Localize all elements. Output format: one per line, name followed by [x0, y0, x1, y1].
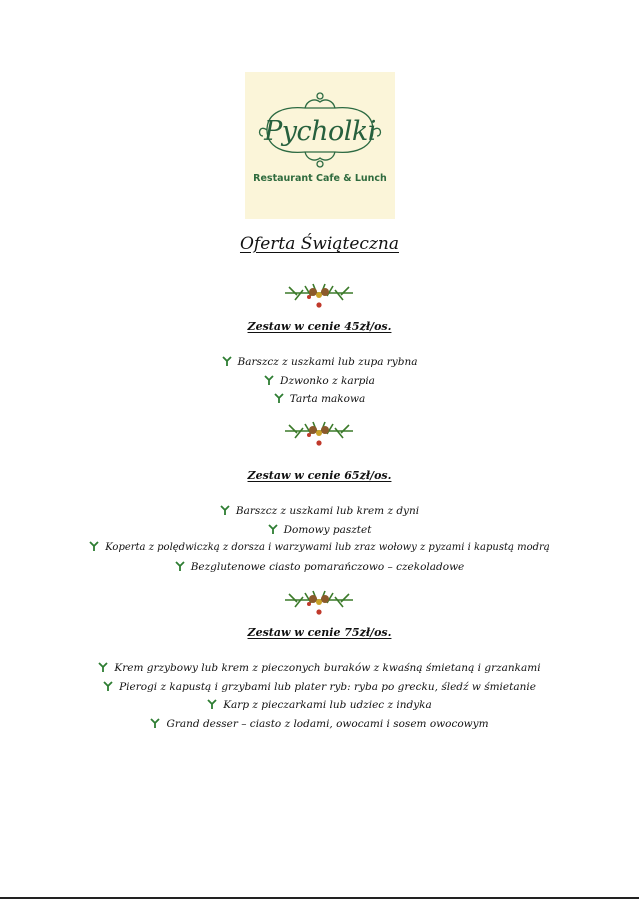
menu-item: [0, 521, 639, 540]
menu-item: [0, 659, 639, 678]
set-heading: Zestaw w cenie 45zł/os.: [247, 320, 392, 333]
leaf-sprig-icon: [222, 356, 232, 366]
menu-item-text: Karp z pieczarkami lub udziec z indyka: [223, 699, 432, 711]
set-heading: Zestaw w cenie 75zł/os.: [247, 626, 392, 639]
leaf-sprig-icon: [98, 662, 108, 672]
menu-item: [0, 372, 639, 391]
menu-list: [0, 502, 639, 576]
menu-item-text: Barszcz z uszkami lub zupa rybna: [237, 356, 418, 368]
logo-tagline: Restaurant Cafe & Lunch: [253, 173, 387, 184]
menu-list: [0, 353, 639, 409]
page-title: Oferta Świąteczna: [239, 234, 399, 254]
menu-item-text: Pierogi z kapustą i grzybami lub plater ryb: ryba po grecku, śledź w śmietanie: [119, 680, 536, 693]
menu-item: [0, 539, 639, 558]
leaf-sprig-icon: [207, 699, 217, 709]
menu-item: [0, 715, 639, 734]
set-heading: Zestaw w cenie 65zł/os.: [247, 469, 392, 482]
logo-name: Pycholki: [264, 116, 376, 147]
menu-item: [0, 390, 639, 409]
menu-item-text: Grand desser – ciasto z lodami, owocami i sosem owocowym: [166, 717, 489, 730]
menu-item-text: Tarta makowa: [289, 393, 366, 405]
christmas-garland-icon: [283, 414, 355, 448]
leaf-sprig-icon: [264, 375, 274, 385]
menu-item: [0, 353, 639, 372]
menu-item-text: Krem grzybowy lub krem z pieczonych buraków z kwaśną śmietaną i grzankami: [114, 662, 541, 674]
menu-item: [0, 558, 639, 577]
leaf-sprig-icon: [89, 541, 99, 551]
restaurant-logo: [245, 72, 395, 219]
menu-item-text: Barszcz z uszkami lub krem z dyni: [235, 505, 420, 517]
leaf-sprig-icon: [175, 561, 185, 571]
menu-item: [0, 502, 639, 521]
leaf-sprig-icon: [274, 393, 284, 403]
leaf-sprig-icon: [220, 505, 230, 515]
menu-item: [0, 678, 639, 697]
menu-item-text: Bezglutenowe ciasto pomarańczowo – czekoladowe: [190, 560, 465, 573]
leaf-sprig-icon: [150, 718, 160, 728]
menu-list: [0, 659, 639, 733]
menu-item-text: Dzwonko z karpia: [280, 374, 375, 387]
menu-item: [0, 696, 639, 715]
menu-item-text: Domowy pasztet: [283, 523, 372, 536]
leaf-sprig-icon: [103, 681, 113, 691]
menu-item-text: Koperta z polędwiczką z dorsza i warzywami lub zraz wołowy z pyzami i kapustą modrą: [105, 542, 550, 553]
leaf-sprig-icon: [268, 524, 278, 534]
page-bottom-border: [0, 897, 639, 899]
christmas-garland-icon: [283, 583, 355, 617]
christmas-garland-icon: [283, 276, 355, 310]
